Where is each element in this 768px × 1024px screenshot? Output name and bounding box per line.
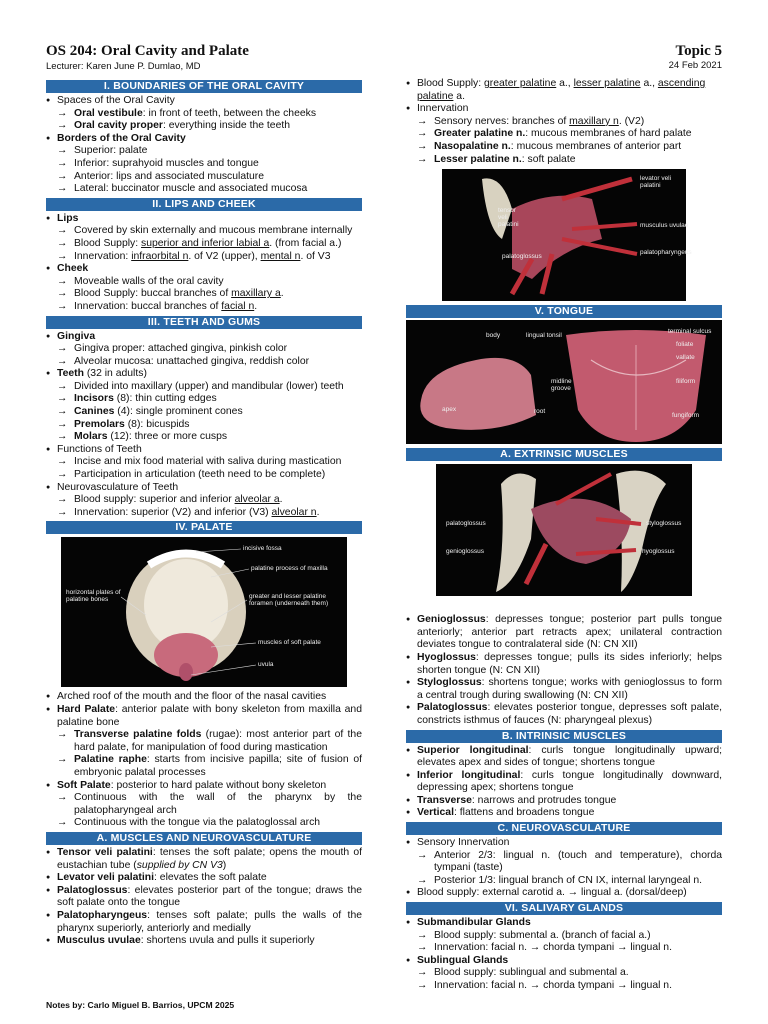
figure-label: uvula — [258, 661, 274, 669]
list-item: ● Hard Palate: anterior palate with bony skeleton from maxilla and palatine bone — [46, 704, 362, 729]
figure-label: incisive fossa — [243, 545, 282, 553]
figure-label: palatine process of maxilla — [251, 565, 328, 573]
list-item: ● Neurovasculature of Teeth — [46, 482, 362, 495]
list-item: ● Teeth (32 in adults) — [46, 368, 362, 381]
right-column — [406, 78, 722, 993]
tongue-figure — [406, 320, 722, 444]
list-item: → Blood supply: sublingual and submental a. — [406, 967, 722, 980]
list-item: ● Superior longitudinal: curls tongue longitudinally upward; elevates apex and sides of tongue; shortens tongue — [406, 745, 722, 770]
list-item: → Anterior 2/3: lingual n. (touch and temperature), chorda tympani (taste) — [406, 850, 722, 875]
lips-list — [46, 213, 362, 314]
figure-label: palatoglossus — [446, 520, 486, 528]
list-item: ● Sensory Innervation — [406, 837, 722, 850]
list-item: → Covered by skin externally and mucous membrane internally — [46, 225, 362, 238]
section-palate-muscles-header: A. MUSCLES AND NEUROVASCULATURE — [46, 832, 362, 845]
list-item: → Innervation: facial n. → chorda tympani → lingual n. — [406, 980, 722, 993]
page-title: OS 204: Oral Cavity and Palate — [46, 43, 249, 59]
list-item: → Oral cavity proper: everything inside the teeth — [46, 120, 362, 133]
list-item: ● Vertical: flattens and broadens tongue — [406, 807, 722, 820]
section-lips-header: II. LIPS AND CHEEK — [46, 198, 362, 211]
list-item: → Continuous with the wall of the pharynx by the palatopharyngeal arch — [46, 792, 362, 817]
list-item: → Palatine raphe: starts from incisive papilla; site of fusion of embryonic palatal processes — [46, 754, 362, 779]
page-header — [46, 42, 722, 73]
section-salivary-header: VI. SALIVARY GLANDS — [406, 902, 722, 915]
figure-label: midline groove — [551, 378, 572, 393]
footer-notes: Notes by: Carlo Miguel B. Barrios, UPCM 2025 — [46, 1000, 235, 1010]
list-item: ● Tensor veli palatini: tenses the soft palate; opens the mouth of eustachian tube (supplied by CN V3) — [46, 847, 362, 872]
list-item: → Oral vestibule: in front of teeth, between the cheeks — [46, 108, 362, 121]
figure-label: body — [486, 332, 501, 340]
list-item: → Lesser palatine n.: soft palate — [406, 154, 722, 167]
figure-label: vallate — [676, 354, 695, 362]
list-item: ● Functions of Teeth — [46, 444, 362, 457]
date: 24 Feb 2021 — [668, 60, 722, 71]
list-item: → Lateral: buccinator muscle and associated mucosa — [46, 183, 362, 196]
list-item: ● Sublingual Glands — [406, 955, 722, 968]
list-item: ● Borders of the Oral Cavity — [46, 133, 362, 146]
list-item: → Blood Supply: buccal branches of maxillary a. — [46, 288, 362, 301]
list-item: ● Cheek — [46, 263, 362, 276]
figure-label: horizontal plates of palatine bones — [66, 589, 121, 604]
list-item: ● Lips — [46, 213, 362, 226]
teeth-list — [46, 331, 362, 520]
section-tongue-header: V. TONGUE — [406, 305, 722, 318]
extrinsic-list — [406, 614, 722, 727]
figure-label: foliate — [676, 341, 694, 349]
list-item: → Gingiva proper: attached gingiva, pinkish color — [46, 343, 362, 356]
section-extrinsic-header: A. EXTRINSIC MUSCLES — [406, 448, 722, 461]
list-item: → Moveable walls of the oral cavity — [46, 276, 362, 289]
list-item: → Transverse palatine folds (rugae): most anterior part of the hard palate, for manipulation of food during mastication — [46, 729, 362, 754]
list-item: ● Soft Palate: posterior to hard palate without bony skeleton — [46, 780, 362, 793]
figure-label: terminal sulcus — [668, 328, 712, 336]
tongue-nv-list — [406, 837, 722, 900]
list-item: ● Musculus uvulae: shortens uvula and pulls it superiorly — [46, 935, 362, 948]
list-item: → Greater palatine n.: mucous membranes of hard palate — [406, 128, 722, 141]
list-item: → Incise and mix food material with saliva during mastication — [46, 456, 362, 469]
topic-number: Topic 5 — [675, 43, 722, 59]
list-item: → Molars (12): three or more cusps — [46, 431, 362, 444]
list-item: → Blood supply: submental a. (branch of facial a.) — [406, 930, 722, 943]
salivary-list — [406, 917, 722, 993]
list-item: ● Submandibular Glands — [406, 917, 722, 930]
list-item: ● Styloglossus: shortens tongue; works with genioglossus to form a central trough during swallowing (N: CN XII) — [406, 677, 722, 702]
extrinsic-muscles-figure — [436, 464, 692, 596]
list-item: → Blood supply: superior and inferior alveolar a. — [46, 494, 362, 507]
list-item: → Participation in articulation (teeth need to be complete) — [46, 469, 362, 482]
figure-label: root — [534, 408, 546, 416]
list-item: ● Levator veli palatini: elevates the soft palate — [46, 872, 362, 885]
list-item: ● Palatoglossus: elevates posterior tongue, depresses soft palate, constricts isthmus of fauces (N: pharyngeal plexus) — [406, 702, 722, 727]
figure-label: palatoglossus — [502, 253, 542, 261]
list-item: ● Blood Supply: greater palatine a., lesser palatine a., ascending palatine a. — [406, 78, 722, 103]
extrinsic-muscles-illustration — [436, 464, 692, 596]
list-item: ● Inferior longitudinal: curls tongue longitudinally downward, depressing apex; shortens tongue — [406, 770, 722, 795]
list-item: → Premolars (8): bicuspids — [46, 419, 362, 432]
list-item: → Alveolar mucosa: unattached gingiva, reddish color — [46, 356, 362, 369]
list-item: ● Blood supply: external carotid a. → lingual a. (dorsal/deep) — [406, 887, 722, 900]
figure-label: greater and lesser palatine foramen (underneath them) — [249, 593, 329, 608]
list-item: → Innervation: buccal branches of facial n. — [46, 301, 362, 314]
list-item: ● Innervation — [406, 103, 722, 116]
list-item: → Divided into maxillary (upper) and mandibular (lower) teeth — [46, 381, 362, 394]
list-item: ● Hyoglossus: depresses tongue; pulls its sides inferiorly; helps shorten tongue (N: CN XII) — [406, 652, 722, 677]
intrinsic-list — [406, 745, 722, 821]
figure-label: musculus uvulae — [640, 222, 689, 230]
section-palate-header: IV. PALATE — [46, 521, 362, 534]
list-item: → Anterior: lips and associated musculature — [46, 171, 362, 184]
list-item: → Inferior: suprahyoid muscles and tongue — [46, 158, 362, 171]
list-item: → Nasopalatine n.: mucous membranes of anterior part — [406, 141, 722, 154]
figure-label: palatopharyngeus — [640, 249, 692, 257]
list-item: ● Arched roof of the mouth and the floor of the nasal cavities — [46, 691, 362, 704]
lecturer: Lecturer: Karen June P. Dumlao, MD — [46, 61, 201, 72]
figure-label: lingual tonsil — [526, 332, 562, 340]
palate-nv-list — [406, 78, 722, 166]
list-item: → Blood Supply: superior and inferior labial a. (from facial a.) — [46, 238, 362, 251]
section-tongue-nv-header: C. NEUROVASCULATURE — [406, 822, 722, 835]
figure-label: hyoglossus — [642, 548, 675, 556]
figure-label: fungiform — [672, 412, 700, 420]
list-item: → Canines (4): single prominent cones — [46, 406, 362, 419]
section-intrinsic-header: B. INTRINSIC MUSCLES — [406, 730, 722, 743]
palate-illustration — [61, 537, 347, 687]
list-item: ● Genioglossus: depresses tongue; posterior part pulls tongue anteriorly; anterior part retracts apex; unilateral contraction deviates tongue to contralateral side (N: CN XII) — [406, 614, 722, 652]
left-column — [46, 78, 362, 948]
figure-label: filiform — [676, 378, 696, 386]
list-item: → Incisors (8): thin cutting edges — [46, 393, 362, 406]
list-item: → Superior: palate — [46, 145, 362, 158]
figure-label: tensor veli palatini — [498, 207, 519, 229]
list-item: ● Palatopharyngeus: tenses soft palate; pulls the walls of the pharynx superiorly, anteriorly and medially — [46, 910, 362, 935]
soft-palate-muscles-figure — [442, 169, 692, 301]
boundaries-list — [46, 95, 362, 196]
list-item: → Innervation: facial n. → chorda tympani → lingual n. — [406, 942, 722, 955]
palate-list — [46, 691, 362, 830]
list-item: ● Transverse: narrows and protrudes tongue — [406, 795, 722, 808]
section-boundaries-header: I. BOUNDARIES OF THE ORAL CAVITY — [46, 80, 362, 93]
figure-label: levator veli palatini — [640, 175, 672, 190]
figure-label: styloglossus — [646, 520, 682, 528]
list-item: ● Gingiva — [46, 331, 362, 344]
figure-label: genioglossus — [446, 548, 484, 556]
palate-muscles-list — [46, 847, 362, 948]
list-item: → Innervation: superior (V2) and inferior (V3) alveolar n. — [46, 507, 362, 520]
palate-figure — [61, 537, 347, 687]
list-item: → Sensory nerves: branches of maxillary n. (V2) — [406, 116, 722, 129]
list-item: → Posterior 1/3: lingual branch of CN IX, internal laryngeal n. — [406, 875, 722, 888]
figure-label: apex — [442, 406, 457, 414]
list-item: ● Spaces of the Oral Cavity — [46, 95, 362, 108]
figure-label: muscles of soft palate — [258, 639, 321, 647]
list-item: → Innervation: infraorbital n. of V2 (upper), mental n. of V3 — [46, 251, 362, 264]
list-item: → Continuous with the tongue via the palatoglossal arch — [46, 817, 362, 830]
list-item: ● Palatoglossus: elevates posterior part of the tongue; draws the soft palate onto the tongue — [46, 885, 362, 910]
section-teeth-header: III. TEETH AND GUMS — [46, 316, 362, 329]
